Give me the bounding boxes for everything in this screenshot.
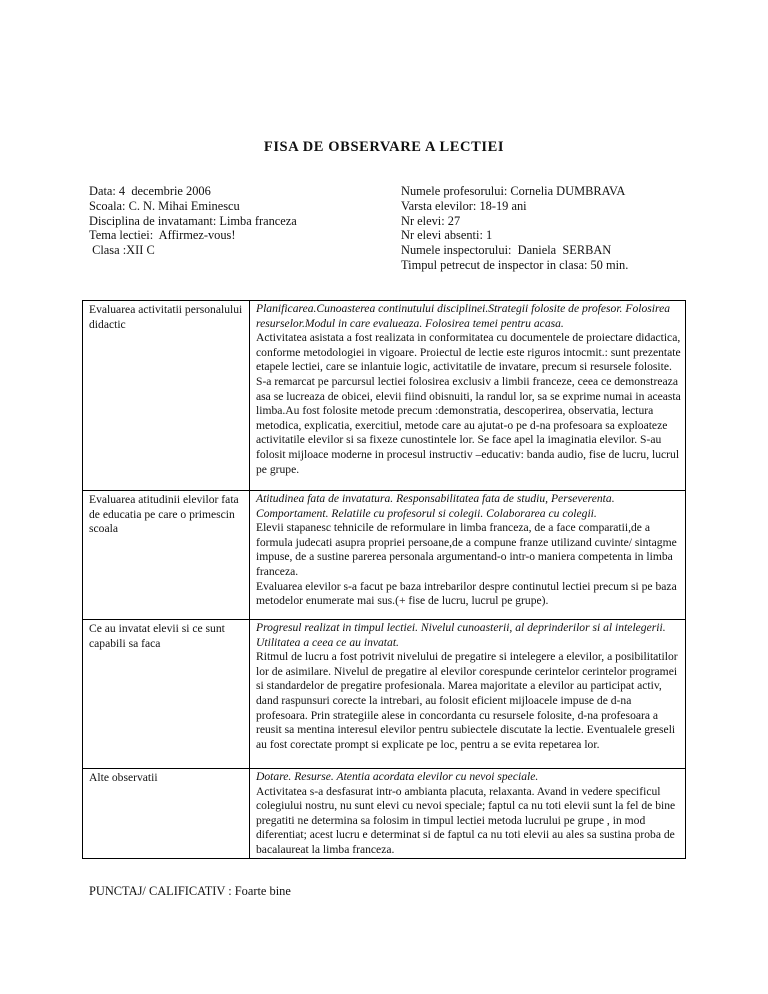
info-student-age: Varsta elevilor: 18-19 ani: [401, 198, 527, 213]
table-row: [83, 620, 686, 769]
row-content: [250, 491, 686, 620]
score-label: PUNCTAJ/ CALIFICATIV :: [89, 884, 232, 898]
info-teacher-name: Numele profesorului: Cornelia DUMBRAVA: [401, 184, 626, 198]
row-body: Activitatea asistata a fost realizata in conformitatea cu documentele de proiectare didactica, conforme metodologiei in vigoare. Proiectul de lectie este riguros intocmit.: sunt prezentate etapele lectiei, care se inlantuie logic, activitatile de invatare, precum si resursele folosite. S-a remarcat pe parcursul lectiei folosirea exclusiv a limbii franceze, ceea ce demonstreaza asa se lucreaza de obicei, elevii fiind obisnuiti, la randul lor, sa se exprime numai in aceasta limba.Au fost folosite metode precum :demonstratia, descoperirea, observatia, lectura metodica, explicatia, exercitiul, metode care au ajutat-o pe d-na profesoara sa exploateze activitatile elevilor si sa fixeze cunostintele lor. Se face apel la imaginatia elevilor. S-au folosit mijloace moderne in procesul instructiv –educativ: banda audio, fise de lucru, lucrul pe grupe.: [256, 331, 681, 476]
teacher-info: [401, 184, 628, 273]
table-row: [83, 491, 686, 620]
info-inspector-name: Numele inspectorului: Daniela SERBAN: [401, 243, 612, 258]
row-criteria: Progresul realizat in timpul lectiei. Nivelul cunoasterii, al deprinderilor si al intelegerii. Utilitatea a ceea ce au invatat.: [256, 621, 666, 649]
row-label: Ce au invatat elevii si ce sunt capabili sa faca: [83, 620, 250, 769]
score-line: [89, 884, 291, 899]
observation-table: [82, 300, 686, 859]
info-student-count: Nr elevi: 27: [401, 213, 461, 228]
row-criteria: Dotare. Resurse. Atentia acordata elevilor cu nevoi speciale.: [256, 770, 539, 783]
score-value: Foarte bine: [234, 884, 291, 898]
row-content: [250, 620, 686, 769]
table-row: [83, 301, 686, 491]
lesson-info: [89, 184, 297, 258]
row-content: [250, 769, 686, 859]
info-absent-count: Nr elevi absenti: 1: [401, 228, 493, 243]
row-body: Ritmul de lucru a fost potrivit nivelului de pregatire si intelegere a elevilor, a posibilitatilor lor de asimilare. Nivelul de pregatire al elevilor corespunde cerintelor cerintelor programei si standardelor de pregatire profesionala. Marea majoritate a elevilor au participat activ, dand raspunsuri corecte la intrebari, au folosit eficient mijloacele impuse de d-na profesoara. Prin strategiile alese in concordanta cu resursele folosite, d-na profesoara a reusit sa mentina interesul elevilor pentru subiectele discutate la lectie. Eventualele greseli au fost corectate prompt si explicate pe loc, pentru a se evita repetarea lor.: [256, 650, 678, 751]
info-discipline: Disciplina de invatamant: Limba franceza: [89, 213, 297, 228]
table-row: [83, 769, 686, 859]
row-content: [250, 301, 686, 491]
info-date: Data: 4 decembrie 2006: [89, 184, 211, 198]
row-body: Activitatea s-a desfasurat intr-o ambianta placuta, relaxanta. Avand in vedere specificul colegiului nostru, nu sunt elevi cu nevoi speciale; faptul ca nu toti elevii sunt la fel de bine pregatiti ne determina sa folosim in timpul lectiei metoda lucrului pe grupe , in mod diferentiat; acest lucru e determinat si de faptul ca nu toti elevii au ales sa sustina proba de bacalaureat la limba franceza.: [256, 784, 676, 856]
info-class: Clasa :XII C: [89, 243, 155, 258]
row-label: Evaluarea activitatii personalului didactic: [83, 301, 250, 491]
row-label: Alte observatii: [83, 769, 250, 859]
row-body: Elevii stapanesc tehnicile de reformulare in limba franceza, de a face comparatii,de a formula judecati asupra propriei persoane,de a compune franze utilizand cuvinte/ sintagme impuse, de a sustine parerea personala argumentand-o intr-o maniera competenta in limba franceza. Evaluarea elevilor s-a facut pe baza intrebarilor despre continutul lectiei precum si pe baza metodelor enumerate mai sus.(+ fise de lucru, lucrul pe grupe).: [256, 521, 677, 608]
info-inspection-time: Timpul petrecut de inspector in clasa: 50 min.: [401, 257, 629, 272]
row-criteria: Atitudinea fata de invatatura. Responsabilitatea fata de studiu, Perseverenta. Comportament. Relatiile cu profesorul si colegii. Colaborarea cu colegii.: [256, 492, 615, 520]
info-school: Scoala: C. N. Mihai Eminescu: [89, 198, 240, 213]
info-lesson-theme: Tema lectiei: Affirmez-vous!: [89, 228, 236, 243]
row-criteria: Planificarea.Cunoasterea continutului disciplinei.Strategii folosite de profesor. Folosirea resurselor.Modul in care evalueaza. Folosirea temei pentru acasa.: [256, 302, 671, 330]
row-label: Evaluarea atitudinii elevilor fata de educatia pe care o primescin scoala: [83, 491, 250, 620]
document-title: FISA DE OBSERVARE A LECTIEI: [263, 139, 505, 155]
